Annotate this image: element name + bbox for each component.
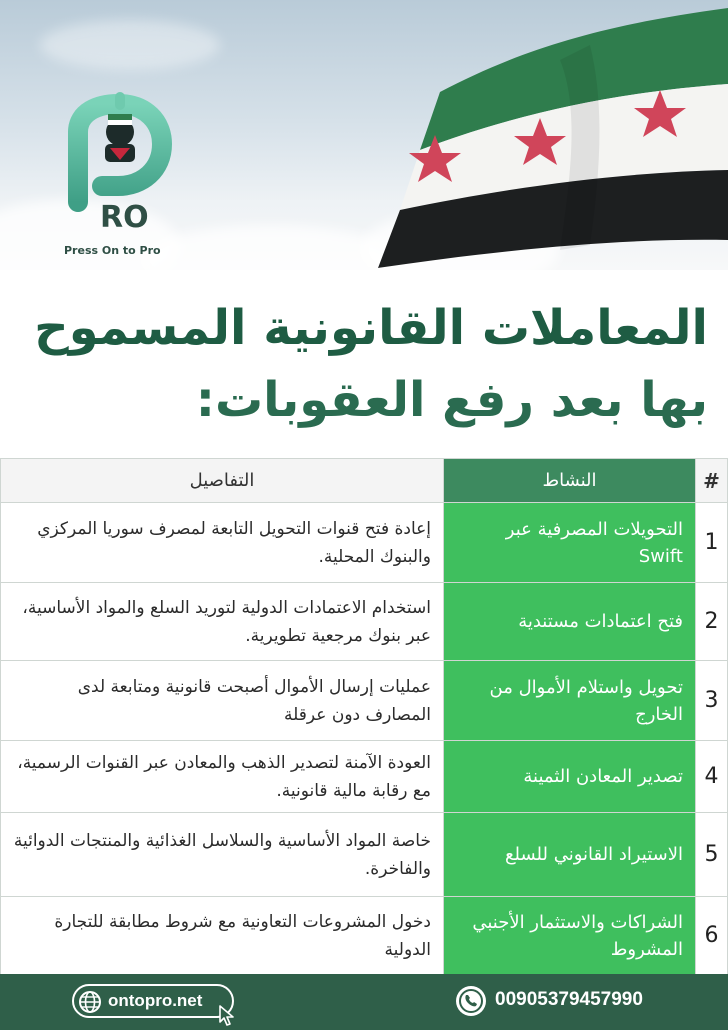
footer-bar <box>0 974 728 1030</box>
table-row <box>1 897 728 975</box>
row-activity: تحويل واستلام الأموال من الخارج <box>444 661 696 741</box>
row-number: 1 <box>696 503 728 583</box>
table-header-row <box>1 459 728 503</box>
pro-logo <box>58 92 178 262</box>
row-number: 3 <box>696 661 728 741</box>
row-details: العودة الآمنة لتصدير الذهب والمعادن عبر القنوات الرسمية، مع رقابة مالية قانونية. <box>1 741 444 813</box>
row-details: استخدام الاعتمادات الدولية لتوريد السلع والمواد الأساسية، عبر بنوك مرجعية تطويرية. <box>1 583 444 661</box>
table-row <box>1 813 728 897</box>
cursor-icon <box>218 1004 238 1026</box>
row-details: عمليات إرسال الأموال أصبحت قانونية ومتابعة لدى المصارف دون عرقلة <box>1 661 444 741</box>
header-details: التفاصيل <box>1 459 444 503</box>
table-row <box>1 583 728 661</box>
globe-icon <box>78 990 102 1014</box>
title-line-2: بها بعد رفع العقوبات: <box>195 372 708 428</box>
website-text[interactable]: ontopro.net <box>108 991 203 1010</box>
header-activity: النشاط <box>444 459 696 503</box>
whatsapp-icon <box>455 985 487 1017</box>
table-row <box>1 741 728 813</box>
row-number: 4 <box>696 741 728 813</box>
row-activity: فتح اعتمادات مستندية <box>444 583 696 661</box>
hero-banner <box>0 0 728 270</box>
logo-letters: RO <box>100 200 149 235</box>
row-number: 5 <box>696 813 728 897</box>
table-row <box>1 503 728 583</box>
row-activity: تصدير المعادن الثمينة <box>444 741 696 813</box>
phone-number[interactable]: 00905379457990 <box>495 989 643 1010</box>
row-activity: الشراكات والاستثمار الأجنبي المشروط <box>444 897 696 975</box>
row-details: خاصة المواد الأساسية والسلاسل الغذائية والمنتجات الدوائية والفاخرة. <box>1 813 444 897</box>
header-number: # <box>696 459 728 503</box>
transactions-table <box>0 458 728 975</box>
row-activity: الاستيراد القانوني للسلع <box>444 813 696 897</box>
page-title <box>20 292 708 436</box>
row-number: 2 <box>696 583 728 661</box>
title-line-1: المعاملات القانونية المسموح <box>34 300 708 356</box>
row-activity: التحويلات المصرفية عبر Swift <box>444 503 696 583</box>
logo-tagline: Press On to Pro <box>64 244 161 257</box>
row-details: إعادة فتح قنوات التحويل التابعة لمصرف سوريا المركزي والبنوك المحلية. <box>1 503 444 583</box>
website-link[interactable] <box>72 984 234 1018</box>
row-number: 6 <box>696 897 728 975</box>
table-row <box>1 661 728 741</box>
row-details: دخول المشروعات التعاونية مع شروط مطابقة للتجارة الدولية <box>1 897 444 975</box>
